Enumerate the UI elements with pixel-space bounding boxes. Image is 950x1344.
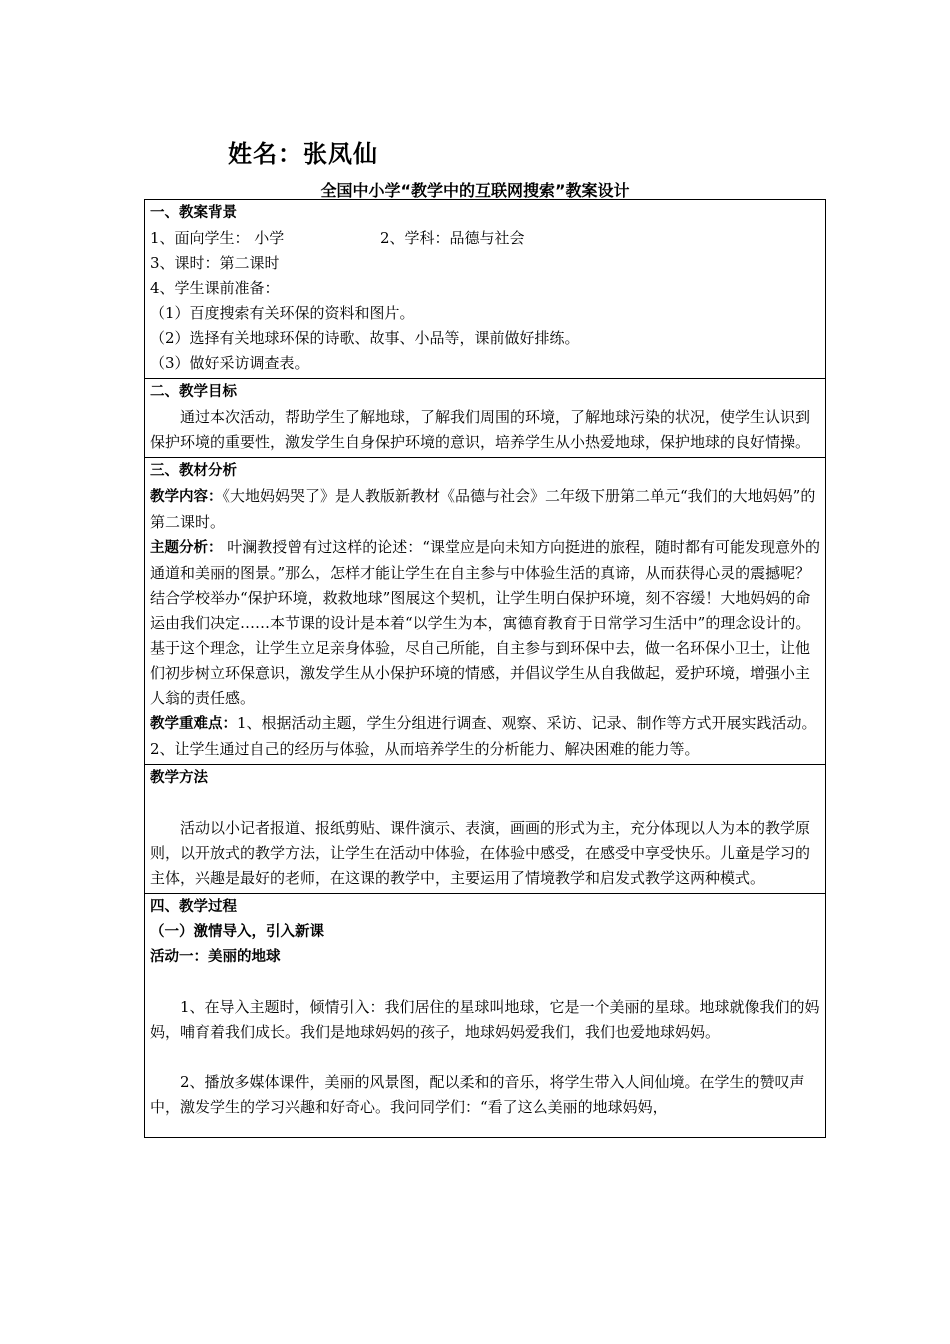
theme-label: 主题分析：: [150, 540, 223, 556]
content-label: 教学内容：: [150, 489, 223, 505]
section-heading: 四、教学过程: [150, 899, 237, 915]
section-heading: 教学方法: [150, 770, 208, 786]
subject-field: 2、学科：品德与社会: [380, 229, 525, 247]
theme-paragraph: [150, 535, 820, 711]
period-field: 3、课时：第二课时: [150, 254, 280, 272]
section-heading: 三、教材分析: [150, 463, 237, 479]
objectives-text: 通过本次活动，帮助学生了解地球，了解我们周围的环境，了解地球污染的状况，使学生认识到保护环境的重要性，激发学生自身保护环境的意识，培养学生从小热爱地球，保护地球的良好情操。: [150, 408, 811, 451]
section-process: [145, 894, 826, 1138]
prep-heading: 4、学生课前准备：: [150, 279, 280, 297]
section-method: [145, 765, 826, 894]
section-background: [145, 200, 826, 379]
process-paragraph: 2、播放多媒体课件，美丽的风景图，配以柔和的音乐，将学生带入人间仙境。在学生的赞叹声中，激发学生的学习兴趣和好奇心。我问同学们：“看了这么美丽的地球妈妈，: [150, 1073, 805, 1116]
section-heading: 二、教学目标: [150, 384, 237, 400]
audience-field: 1、面向学生： 小学: [150, 229, 285, 247]
prep-item: （1）百度搜索有关环保的资料和图片。: [150, 304, 415, 322]
section-analysis: [145, 458, 826, 765]
lesson-plan-table: [144, 199, 826, 1138]
process-paragraph: 1、在导入主题时，倾情引入：我们居住的星球叫地球，它是一个美丽的星球。地球就像我们的妈妈，哺育着我们成长。我们是地球妈妈的孩子，地球妈妈爱我们，我们也爱地球妈妈。: [150, 998, 820, 1041]
activity-heading: 活动一：美丽的地球: [150, 949, 281, 965]
content-paragraph: [150, 484, 820, 535]
content-text: 《大地妈妈哭了》是人教版新教材《品德与社会》二年级下册第二单元“我们的大地妈妈”的第二课时。: [150, 487, 816, 531]
key-points-text: 1、根据活动主题，学生分组进行调查、观察、采访、记录、制作等方式开展实践活动。2、让学生通过自己的经历与体验，从而培养学生的分析能力、解决困难的能力等。: [150, 714, 817, 758]
author-name: 姓名：张凤仙: [228, 140, 378, 168]
key-points-label: 教学重难点：: [150, 716, 237, 732]
theme-text: 叶澜教授曾有过这样的论述：“课堂应是向未知方向挺进的旅程，随时都有可能发现意外的通道和美丽的图景。”那么，怎样才能让学生在自主参与中体验生活的真谛，从而获得心灵的震撼呢？结合学校举办“保护环境，救救地球”图展这个契机，让学生明白保护环境，刻不容缓！大地妈妈的命运由我们决定……本节课的设计是本着“以学生为本，寓德育教育于日常学习生活中”的理念设计的。基于这个理念，让学生立足亲身体验，尽自己所能，自主参与到环保中去，做一名环保小卫士，让他们初步树立环保意识，激发学生从小保护环境的情感，并倡议学生从自我做起，爱护环境，增强小主人翁的责任感。: [150, 538, 820, 707]
section-objectives: [145, 379, 826, 458]
section-heading: 一、教案背景: [150, 205, 237, 221]
key-points-paragraph: [150, 711, 820, 762]
prep-item: （2）选择有关地球环保的诗歌、故事、小品等，课前做好排练。: [150, 329, 580, 347]
document-title: 全国中小学“教学中的互联网搜索”教案设计: [320, 181, 630, 200]
method-text: 活动以小记者报道、报纸剪贴、课件演示、表演，画画的形式为主，充分体现以人为本的教学原则，以开放式的教学方法，让学生在活动中体验，在体验中感受，在感受中享受快乐。儿童是学习的主体，兴趣是最好的老师，在这课的教学中，主要运用了情境教学和启发式教学这两种模式。: [150, 819, 811, 887]
subsection-heading: （一）激情导入，引入新课: [150, 924, 324, 940]
prep-item: （3）做好采访调查表。: [150, 354, 310, 372]
